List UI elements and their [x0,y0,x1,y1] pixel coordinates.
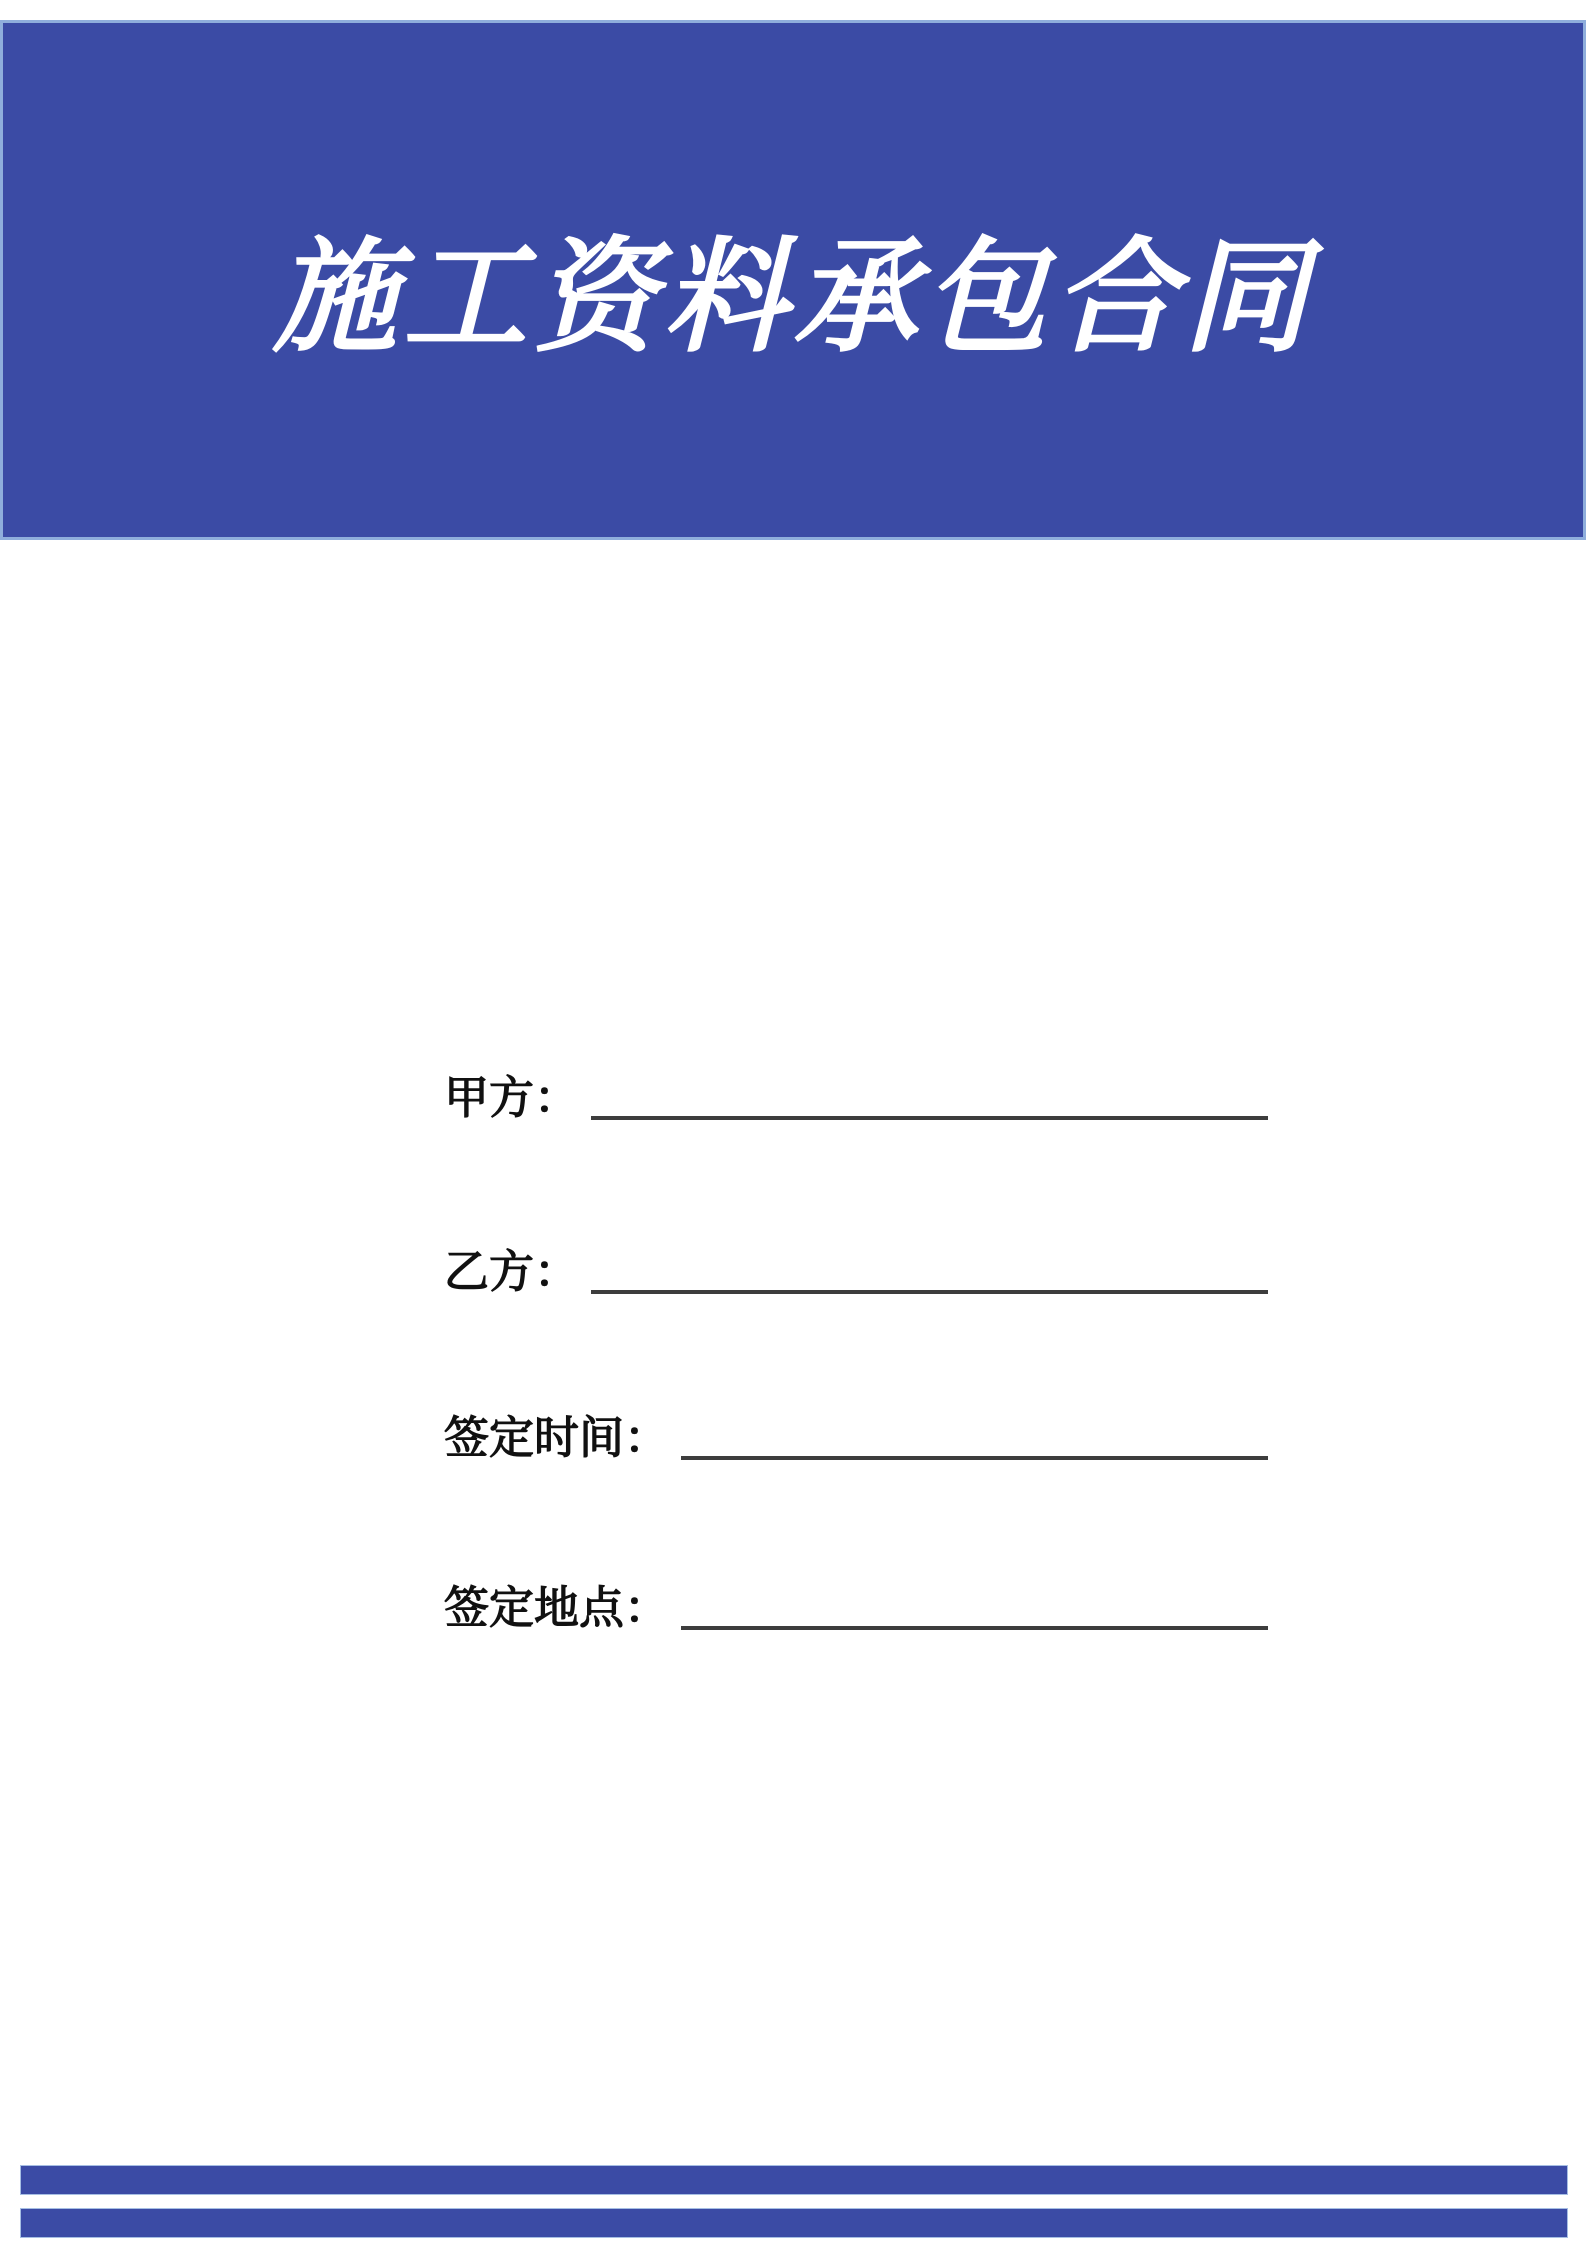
bottom-stripe-upper [20,2165,1568,2195]
party-b-fill-line [591,1290,1268,1294]
form-row-signing-time [444,1411,1268,1464]
signing-time-fill-line [681,1456,1268,1460]
contract-title: 施工资料承包合同 [272,225,1313,370]
form-row-signing-place [444,1581,1268,1634]
signing-place-fill-line [681,1626,1268,1630]
form-row-party-a [444,1071,1268,1124]
party-b-label: 乙方： [444,1245,580,1298]
signing-time-label: 签定时间： [444,1411,670,1464]
party-a-label: 甲方： [444,1071,580,1124]
title-banner [0,20,1586,540]
form-row-party-b [444,1245,1268,1298]
party-a-fill-line [591,1116,1268,1120]
signing-place-label: 签定地点： [444,1581,670,1634]
bottom-stripe-lower [20,2208,1568,2238]
